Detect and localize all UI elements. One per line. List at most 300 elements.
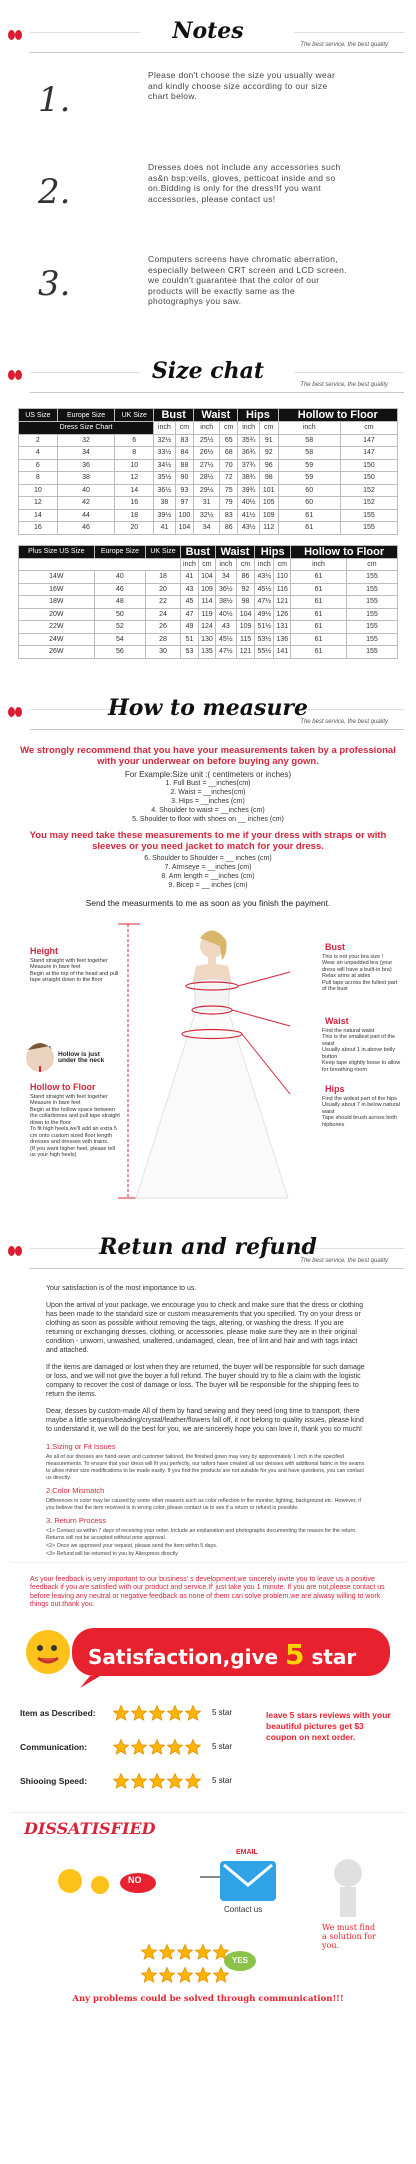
table-row xyxy=(19,434,398,447)
notes-tagline: The best service, the best quality xyxy=(300,42,388,48)
table-cell: 12 xyxy=(19,497,58,510)
rating-row xyxy=(20,1770,260,1796)
table-cell: 147 xyxy=(340,434,397,447)
table-row xyxy=(19,621,398,634)
table-cell: 31 xyxy=(194,497,220,510)
table-cell: 18W xyxy=(19,596,95,609)
table-cell: 116 xyxy=(274,583,291,596)
star-icon xyxy=(130,1772,148,1790)
table-cell: 98 xyxy=(259,472,278,485)
table-cell: 150 xyxy=(340,459,397,472)
process-item: <3> Refund will be returned to you by Aliexpress directly xyxy=(46,1550,178,1557)
unit-cm: cm xyxy=(346,558,397,571)
waist-label: Waist xyxy=(325,1015,349,1026)
satisfaction-banner xyxy=(20,1620,396,1690)
unit-cm: cm xyxy=(175,422,194,435)
table-cell: 14 xyxy=(19,509,58,522)
measure-list-2 xyxy=(0,854,416,890)
table-cell: 58 xyxy=(278,447,340,460)
table-cell: 24W xyxy=(19,633,95,646)
measure-tagline: The best service, the best quality xyxy=(300,718,388,725)
table-cell: 39¾ xyxy=(238,484,260,497)
table-cell: 24 xyxy=(146,608,181,621)
plus-rows xyxy=(19,571,398,659)
table-cell: 34 xyxy=(215,571,236,584)
table-cell: 131 xyxy=(274,621,291,634)
table-cell: 92 xyxy=(259,447,278,460)
table-cell: 45 xyxy=(180,596,198,609)
table-cell: 14 xyxy=(115,484,154,497)
star-icon xyxy=(212,1966,230,1984)
dress-size-chart-label: Dress Size Chart xyxy=(19,422,154,435)
table-cell: 40 xyxy=(57,484,115,497)
table-cell: 152 xyxy=(340,497,397,510)
rating-label: Communication: xyxy=(20,1741,88,1752)
table-cell: 36½ xyxy=(154,484,176,497)
col-hollow: Hollow to Floor xyxy=(291,545,398,558)
measure-headline: We strongly recommend that you have your measurements taken by a professional with your underwear on before buying any gown. xyxy=(20,744,396,767)
table-cell: 38½ xyxy=(215,596,236,609)
star-icon xyxy=(158,1966,176,1984)
table-cell: 109 xyxy=(199,583,216,596)
size-chart-title: Size chat xyxy=(151,358,265,384)
table-cell: 6 xyxy=(115,434,154,447)
table-cell: 16W xyxy=(19,583,95,596)
star-icon xyxy=(166,1738,184,1756)
unit-inch: inch xyxy=(215,558,236,571)
table-cell: 61 xyxy=(278,509,340,522)
rating-row xyxy=(20,1702,260,1728)
table-cell: 35½ xyxy=(154,472,176,485)
process-heading: 3. Return Process xyxy=(46,1515,107,1525)
table-cell: 121 xyxy=(236,646,254,659)
unit-cm: cm xyxy=(220,422,238,435)
dissatisfied-panel xyxy=(10,1812,406,1992)
hollow-to-floor-label: Hollow to Floor xyxy=(30,1081,96,1092)
note-item xyxy=(0,244,416,340)
table-cell: 155 xyxy=(346,646,397,659)
table-cell: 39½ xyxy=(154,509,176,522)
height-label: Height xyxy=(30,945,58,956)
table-cell: 61 xyxy=(278,522,340,535)
rating-row xyxy=(20,1736,260,1762)
table-cell: 38 xyxy=(57,472,115,485)
col-uk: UK Size xyxy=(115,409,154,422)
rating-stars xyxy=(112,1772,202,1795)
table-cell: 38 xyxy=(154,497,176,510)
size-table-standard xyxy=(18,408,398,535)
table-cell: 86 xyxy=(236,571,254,584)
table-cell: 152 xyxy=(340,484,397,497)
table-cell: 109 xyxy=(236,621,254,634)
rating-value: 5 star xyxy=(212,1775,233,1785)
table-row xyxy=(19,633,398,646)
table-cell: 52 xyxy=(94,621,146,634)
unit-cm: cm xyxy=(340,422,397,435)
measure-example: For Example:Size unit :( centimeters or inches) xyxy=(124,769,292,779)
table-row xyxy=(19,459,398,472)
measure-headline-2: You may need take these measurements to me if your dress with straps or with sleeves or you need jacket to match for your dress. xyxy=(29,829,387,852)
star-icon xyxy=(194,1966,212,1984)
table-cell: 36¾ xyxy=(238,447,260,460)
bottom-message: Any problems could be solved through communication!!! xyxy=(72,1993,344,2004)
note-item xyxy=(0,152,416,244)
hollow-to-floor-desc: Stand straight with feet together Measure in bare feet Begin at the hollow space between the collarbones and pull tape straight down to the floor To fit high heels,we'll add an extra 5 cm onto custom sized floor length dresses and dresses with trains. (If you want higher heel, please tell us your high heels) xyxy=(30,1093,120,1158)
notes-title: Notes xyxy=(172,18,244,44)
table-cell: 26W xyxy=(19,646,95,659)
table-cell: 92 xyxy=(236,583,254,596)
table-cell: 86 xyxy=(220,522,238,535)
rating-block xyxy=(20,1696,396,1806)
table-cell: 50 xyxy=(94,608,146,621)
table-row xyxy=(19,522,398,535)
star-icon xyxy=(148,1772,166,1790)
table-cell: 16 xyxy=(19,522,58,535)
size-chart-tagline: The best service, the best quality xyxy=(300,382,388,388)
bust-desc: This is not your bra size ! Wear an unpadded bra (your dress will have a built-in bra) Relax arms at sides Pull tape across the fullest part of the bust xyxy=(322,953,398,992)
table-cell: 61 xyxy=(291,646,347,659)
table-cell: 98 xyxy=(236,596,254,609)
table-cell: 109 xyxy=(259,509,278,522)
table-cell: 49 xyxy=(180,621,198,634)
note-number: 2. xyxy=(38,172,71,212)
table-cell: 136 xyxy=(274,633,291,646)
col-eu: Europe Size xyxy=(57,409,115,422)
unit-inch: inch xyxy=(255,558,274,571)
table-cell: 41½ xyxy=(238,509,260,522)
table-cell: 155 xyxy=(346,583,397,596)
table-cell: 16 xyxy=(115,497,154,510)
solution-text: We must find a solution for you. xyxy=(322,1922,376,1950)
col-hips: Hips xyxy=(255,545,291,558)
measure-title: How to measure xyxy=(107,694,309,721)
table-cell: 53½ xyxy=(255,633,274,646)
table-cell: 28½ xyxy=(194,472,220,485)
star-icon xyxy=(166,1772,184,1790)
table-cell: 34 xyxy=(194,522,220,535)
height-desc: Stand straight with feet together Measure in bare feet Begin at the top of the head and pull tape straight down to the floor xyxy=(30,957,119,983)
table-cell: 33½ xyxy=(154,447,176,460)
table-cell: 47½ xyxy=(255,596,274,609)
table-cell: 32½ xyxy=(194,509,220,522)
table-row xyxy=(19,646,398,659)
table-cell: 27½ xyxy=(194,459,220,472)
table-cell: 60 xyxy=(278,484,340,497)
banner-text: Satisfaction,give 5 star xyxy=(88,1637,357,1671)
table-cell: 155 xyxy=(346,596,397,609)
table-row xyxy=(19,472,398,485)
rating-value: 5 star xyxy=(212,1741,233,1751)
col-us: US Size xyxy=(19,409,58,422)
table-cell: 22 xyxy=(146,596,181,609)
table-cell: 14W xyxy=(19,571,95,584)
star-icon xyxy=(184,1704,202,1722)
table-cell: 34½ xyxy=(154,459,176,472)
list-item: 5. Shoulder to floor with shoes on __ inches (cm) xyxy=(132,815,284,823)
table-cell: 147 xyxy=(340,447,397,460)
table-cell: 51½ xyxy=(255,621,274,634)
table-cell: 155 xyxy=(346,571,397,584)
rating-value: 5 star xyxy=(212,1707,233,1717)
hips-label: Hips xyxy=(325,1083,345,1094)
rating-label: Item as Described: xyxy=(20,1707,96,1718)
hips-desc: Find the widest part of the hips Usually about 7 in.below natural waist Tape should brush across both hipbones xyxy=(322,1095,400,1128)
table-row xyxy=(19,509,398,522)
table-cell: 61 xyxy=(291,596,347,609)
list-item: 6. Shoulder to Shoulder = __ inches (cm) xyxy=(144,854,272,862)
table-cell: 28 xyxy=(146,633,181,646)
table-cell: 35¾ xyxy=(238,434,260,447)
table-cell: 56 xyxy=(94,646,146,659)
table-cell: 150 xyxy=(340,472,397,485)
star-icon xyxy=(140,1966,158,1984)
star-icon xyxy=(112,1738,130,1756)
table-cell: 49½ xyxy=(255,608,274,621)
return-tagline: The best service, the best quality xyxy=(300,1257,388,1264)
table-cell: 112 xyxy=(259,522,278,535)
unit-inch: inch xyxy=(180,558,198,571)
table-cell: 59 xyxy=(278,472,340,485)
table-cell: 45½ xyxy=(215,633,236,646)
col-hollow: Hollow to Floor xyxy=(278,409,397,422)
col-bust: Bust xyxy=(180,545,215,558)
star-icon xyxy=(184,1738,202,1756)
rating-label: Shiooing Speed: xyxy=(20,1775,88,1786)
contact-us-text: Contact us xyxy=(224,1904,263,1914)
table-cell: 37¾ xyxy=(238,459,260,472)
unit-inch: inch xyxy=(291,558,347,571)
table-cell: 119 xyxy=(199,608,216,621)
list-item: 2. Waist = __inches(cm) xyxy=(170,788,246,796)
table-row xyxy=(19,608,398,621)
table-cell: 75 xyxy=(220,484,238,497)
table-cell: 8 xyxy=(19,472,58,485)
dissatisfied-title: DISSATISFIED xyxy=(24,1818,156,1838)
table-cell: 58 xyxy=(278,434,340,447)
star-icon xyxy=(130,1704,148,1722)
star-icon xyxy=(112,1704,130,1722)
table-row xyxy=(19,596,398,609)
table-cell: 47½ xyxy=(215,646,236,659)
return-title: Retun and refund xyxy=(99,1233,317,1260)
table-cell: 18 xyxy=(146,571,181,584)
sizing-text: As all of our dresses are hand-sewn and customer tailored, the finished gown may vary by approximately 1 inch in the specified measurements. To ensure that your dress will fit you perfectly, our tailors have created all our dresses with additional fabric in the seams to allow minor size modifications to be made easily. If you find the products are not suitable for you and have questions, you can contact us directly. xyxy=(46,1453,365,1481)
notes-list xyxy=(0,60,416,340)
email-label: EMAIL xyxy=(236,1848,258,1856)
unit-cm: cm xyxy=(274,558,291,571)
table-cell: 83 xyxy=(220,509,238,522)
return-policy xyxy=(0,1284,416,1558)
star-icon xyxy=(176,1966,194,1984)
table-cell: 155 xyxy=(340,509,397,522)
table-cell: 53 xyxy=(180,646,198,659)
return-paragraph: Your satisfaction is of the most importance to us. xyxy=(46,1284,197,1292)
table-cell: 61 xyxy=(291,571,347,584)
notes-header xyxy=(0,0,416,60)
unit-cm: cm xyxy=(236,558,254,571)
star-icon xyxy=(112,1772,130,1790)
list-item: 8. Arm length = __inches (cm) xyxy=(161,872,255,880)
col-waist: Waist xyxy=(194,409,238,422)
col-hips: Hips xyxy=(238,409,278,422)
table-cell: 46 xyxy=(57,522,115,535)
table-cell: 45½ xyxy=(255,583,274,596)
table-cell: 10 xyxy=(19,484,58,497)
table-cell: 84 xyxy=(175,447,194,460)
unit-inch: inch xyxy=(238,422,260,435)
table-cell: 36 xyxy=(57,459,115,472)
table-cell: 4 xyxy=(19,447,58,460)
table-row xyxy=(19,447,398,460)
list-item: 4. Shoulder to waist = __inches (cm) xyxy=(151,806,265,814)
table-cell: 155 xyxy=(346,621,397,634)
return-paragraph: Dear, desses by custom-made All of them by hand sewing and they need long time to transport, there maybe a little sequins/beading/crystal/feather/flowers fall off, it not belong to quality issues, please kind to understand it, we will do the best for you, we are sincerely hope you can love it, thank you so much! xyxy=(46,1407,364,1433)
table-cell: 40½ xyxy=(215,608,236,621)
star-icon xyxy=(140,1943,158,1961)
table-cell: 20 xyxy=(115,522,154,535)
table-cell: 48 xyxy=(94,596,146,609)
star-icon xyxy=(158,1943,176,1961)
unit-inch: inch xyxy=(154,422,176,435)
table-cell: 70 xyxy=(220,459,238,472)
table-cell: 32 xyxy=(57,434,115,447)
list-item: 3. Hips = __inches (cm) xyxy=(171,797,245,805)
unit-cm: cm xyxy=(259,422,278,435)
table-cell: 124 xyxy=(199,621,216,634)
star-icon xyxy=(148,1704,166,1722)
list-item: 7. Armseye = __inches (cm) xyxy=(164,863,252,871)
table-cell: 83 xyxy=(175,434,194,447)
table-cell: 40½ xyxy=(238,497,260,510)
table-cell: 2 xyxy=(19,434,58,447)
note-text: Please don't choose the size you usually wear and kindly choose size according to our size chart below. xyxy=(148,70,336,101)
table-cell: 155 xyxy=(346,608,397,621)
bust-label: Bust xyxy=(325,941,345,952)
list-item: 1. Full Bust = __inches(cm) xyxy=(165,779,251,787)
table-row xyxy=(19,484,398,497)
stars-cluster xyxy=(140,1943,230,1989)
return-paragraph: If the items are damaged or lost when they are returned, the buyer will be responsible for such damage or loss, and we will not give the buyer a full refund. The buyer should try to file a claim with the logistic company to recover the cost of damage or loss. The buyer will be responsible for the shipping fees to return the items. xyxy=(46,1363,365,1398)
col-eu: Europe Size xyxy=(94,545,146,558)
sizing-heading: 1.Sizing or Fit Issues xyxy=(46,1441,116,1451)
table-cell: 61 xyxy=(291,583,347,596)
table-cell: 30 xyxy=(146,646,181,659)
table-cell: 20 xyxy=(146,583,181,596)
table-cell: 36½ xyxy=(215,583,236,596)
table-cell: 41 xyxy=(180,571,198,584)
table-cell: 72 xyxy=(220,472,238,485)
table-cell: 59 xyxy=(278,459,340,472)
col-plus-us: Plus Size US Size xyxy=(19,545,95,558)
table-cell: 44 xyxy=(57,509,115,522)
table-cell: 91 xyxy=(259,434,278,447)
table-row xyxy=(19,571,398,584)
table-cell: 12 xyxy=(115,472,154,485)
col-bust: Bust xyxy=(154,409,194,422)
table-row xyxy=(19,583,398,596)
promo-text: leave 5 stars reviews with your beautiful pictures get $3 coupon on next order. xyxy=(266,1709,391,1742)
note-text: Computers screens have chromatic aberration, especially between CRT screen and LCD screen. we couldn't guarantee that the color of our products will be exactly same as the photographys you saw. xyxy=(148,254,347,306)
standard-rows xyxy=(19,434,398,534)
star-icon xyxy=(148,1738,166,1756)
note-item xyxy=(0,60,416,152)
process-item: <1> Contact us within 7 days of receiving your order. Include an explanation and photographs documenting the reason for the return. Returns will not be accepted without prior approval. xyxy=(46,1527,357,1541)
table-cell: 60 xyxy=(278,497,340,510)
table-cell: 110 xyxy=(274,571,291,584)
table-cell: 115 xyxy=(236,633,254,646)
table-cell: 114 xyxy=(199,596,216,609)
unit-inch: inch xyxy=(278,422,340,435)
hollow-label: Hollow is just under the neck xyxy=(58,1050,105,1064)
table-cell: 43½ xyxy=(255,571,274,584)
table-cell: 104 xyxy=(199,571,216,584)
measure-header xyxy=(0,677,416,737)
table-cell: 40 xyxy=(94,571,146,584)
star-icon xyxy=(194,1943,212,1961)
star-icon xyxy=(212,1943,230,1961)
table-cell: 32½ xyxy=(154,434,176,447)
table-cell: 10 xyxy=(115,459,154,472)
table-cell: 51 xyxy=(180,633,198,646)
table-cell: 22W xyxy=(19,621,95,634)
table-cell: 79 xyxy=(220,497,238,510)
rating-stars xyxy=(112,1738,202,1761)
unit-cm: cm xyxy=(199,558,216,571)
table-cell: 26½ xyxy=(194,447,220,460)
table-cell: 61 xyxy=(291,608,347,621)
color-text: Differences in color may be caused by some other reasons such as color reflection in the monitor, lighting, background etc. However, if you believe that the item received is in wrong color, please contact us to see if a return or refund is possible. xyxy=(46,1497,361,1511)
table-cell: 8 xyxy=(115,447,154,460)
note-number: 1. xyxy=(38,80,71,120)
table-cell: 42 xyxy=(57,497,115,510)
star-icon xyxy=(130,1738,148,1756)
table-cell: 61 xyxy=(291,633,347,646)
table-cell: 47 xyxy=(180,608,198,621)
table-cell: 54 xyxy=(94,633,146,646)
no-badge: NO xyxy=(128,1874,142,1885)
table-cell: 29½ xyxy=(194,484,220,497)
note-text: Dresses does not include any accessories such as&n bsp;veils, gloves, petticoat inside and so on.Bidding is only for the dress!If you want accessories, please contact us! xyxy=(148,162,341,204)
note-number: 3. xyxy=(38,264,71,304)
table-cell: 41 xyxy=(154,522,176,535)
table-cell: 135 xyxy=(199,646,216,659)
table-cell: 121 xyxy=(274,596,291,609)
color-heading: 2.Color Mismatch xyxy=(46,1485,105,1495)
table-cell: 34 xyxy=(57,447,115,460)
table-cell: 155 xyxy=(346,633,397,646)
table-cell: 65 xyxy=(220,434,238,447)
table-cell: 25½ xyxy=(194,434,220,447)
table-cell: 104 xyxy=(175,522,194,535)
unit-inch: inch xyxy=(194,422,220,435)
table-cell: 126 xyxy=(274,608,291,621)
table-cell: 100 xyxy=(175,509,194,522)
table-cell: 141 xyxy=(274,646,291,659)
feedback-text: As your feedback is very important to our business' s development,we sincerely invite you to leave us a positive feedback if you are satisfied with our product and service.If' just take you 1 minute. If you are not,please contact us before leaving any neutral or negative feedback as none of them can solve problem.we are alwasy willing to work things out.thank you. xyxy=(30,1575,385,1608)
size-table-plus xyxy=(18,545,398,659)
table-cell: 6 xyxy=(19,459,58,472)
table-cell: 104 xyxy=(236,608,254,621)
measure-figure xyxy=(0,916,416,1206)
table-cell: 43 xyxy=(215,621,236,634)
table-cell: 101 xyxy=(259,484,278,497)
col-waist: Waist xyxy=(215,545,254,558)
table-cell: 18 xyxy=(115,509,154,522)
measure-list-1 xyxy=(0,779,416,824)
table-cell: 61 xyxy=(291,621,347,634)
table-cell: 90 xyxy=(175,472,194,485)
return-header xyxy=(0,1216,416,1276)
